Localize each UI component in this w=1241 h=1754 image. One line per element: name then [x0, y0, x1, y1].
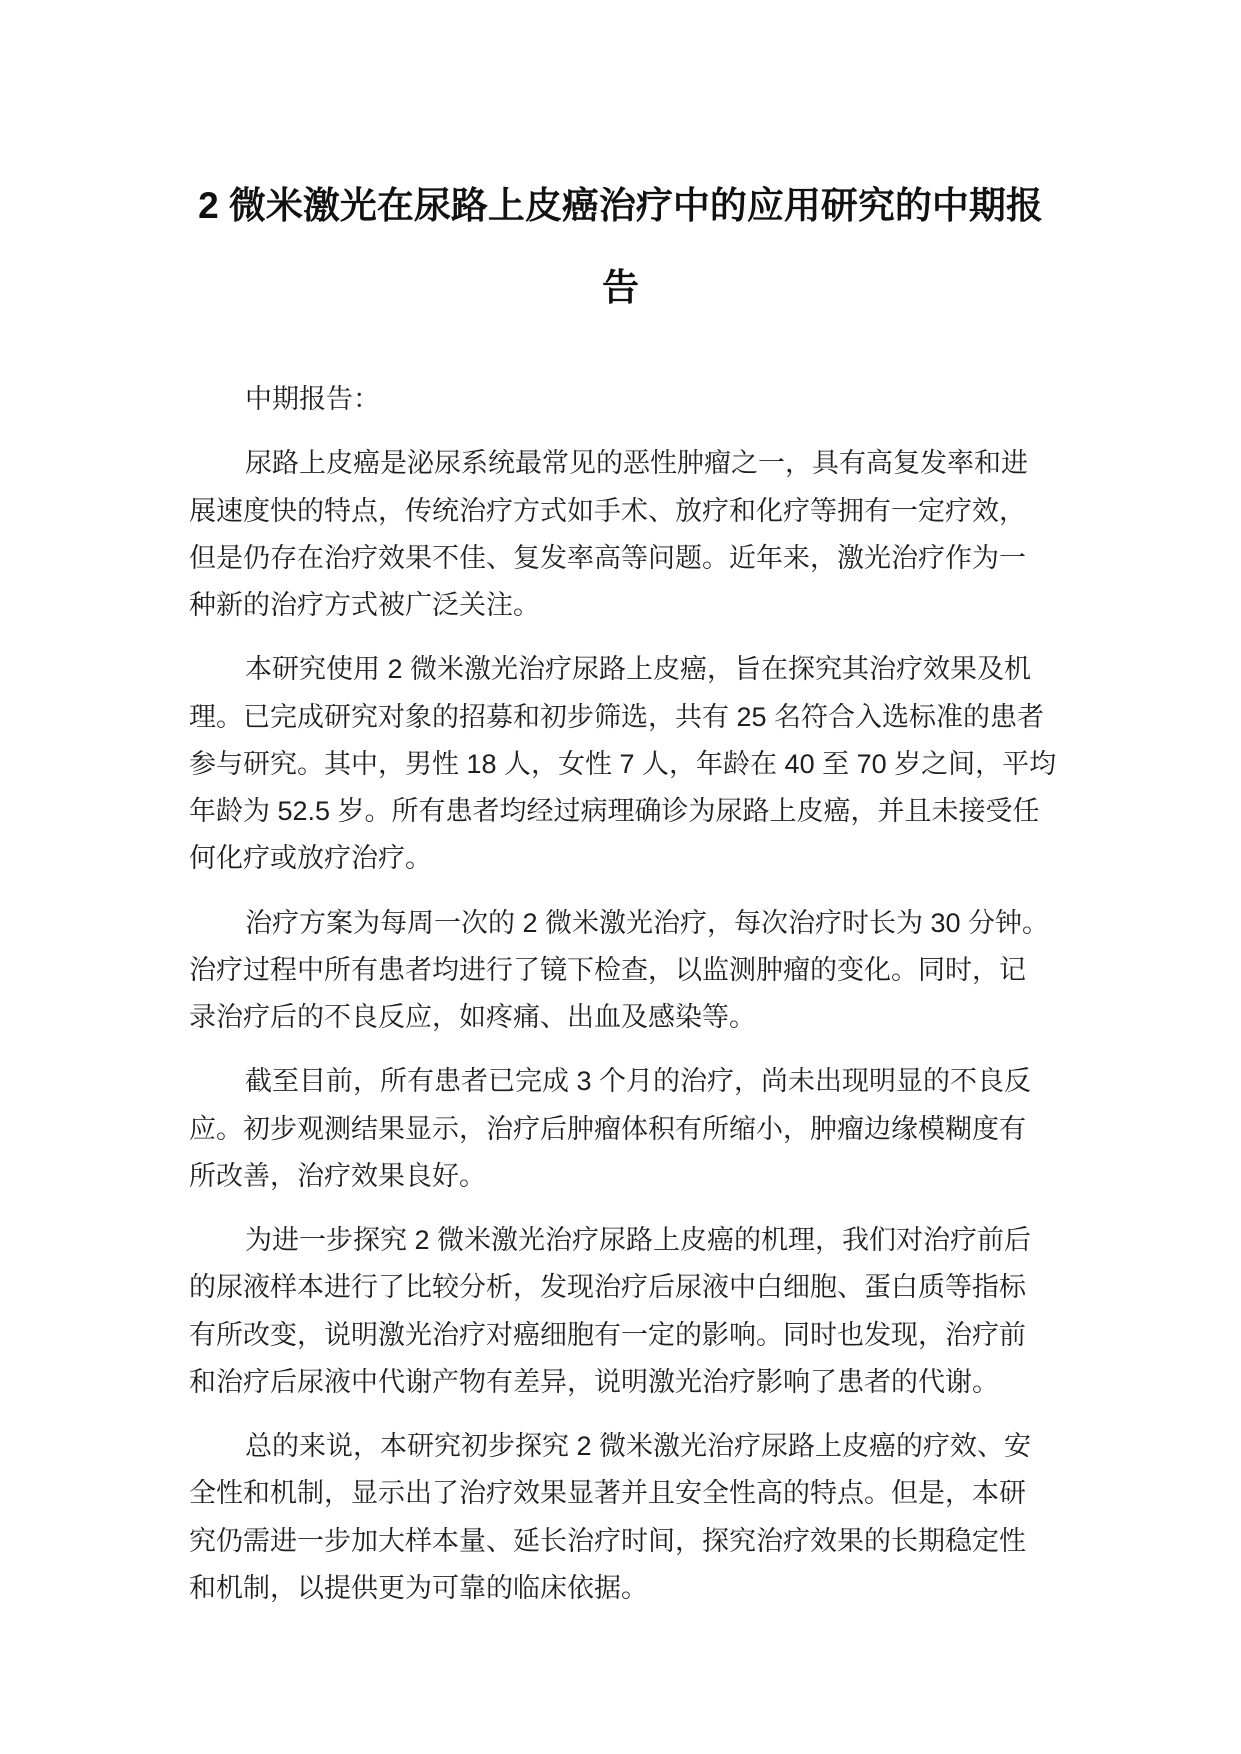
paragraph-line: 理。已完成研究对象的招募和初步筛选，共有 25 名符合入选标准的患者 — [189, 701, 1045, 732]
paragraph-line: 治疗方案为每周一次的 2 微米激光治疗，每次治疗时长为 30 分钟。 — [245, 907, 1050, 938]
paragraph-line: 应。初步观测结果显示，治疗后肿瘤体积有所缩小，肿瘤边缘模糊度有 — [189, 1113, 1026, 1144]
paragraph-line: 录治疗后的不良反应，如疼痛、出血及感染等。 — [189, 1002, 756, 1032]
paragraph-line: 全性和机制，显示出了治疗效果显著并且安全性高的特点。但是，本研 — [189, 1478, 1026, 1509]
title-line: 2 微米激光在尿路上皮癌治疗中的应用研究的中期报 — [198, 185, 1043, 226]
paragraph — [189, 440, 1089, 629]
paragraph-line: 展速度快的特点，传统治疗方式如手术、放疗和化疗等拥有一定疗效， — [189, 495, 1026, 526]
paragraph-line: 和治疗后尿液中代谢产物有差异，说明激光治疗影响了患者的代谢。 — [189, 1366, 999, 1397]
paragraph-line: 总的来说，本研究初步探究 2 微米激光治疗尿路上皮癌的疗效、安 — [245, 1431, 1032, 1461]
title-line: 告 — [602, 267, 639, 308]
section-heading: 中期报告： — [245, 384, 380, 414]
paragraph — [189, 1217, 1089, 1406]
paragraph — [189, 1058, 1089, 1200]
paragraph-line: 参与研究。其中，男性 18 人，女性 7 人，年龄在 40 至 70 岁之间，平均 — [189, 748, 1057, 779]
paragraph-line: 所改善，治疗效果良好。 — [189, 1160, 486, 1191]
paragraph-line: 何化疗或放疗治疗。 — [189, 843, 432, 874]
paragraph-line: 截至目前，所有患者已完成 3 个月的治疗，尚未出现明显的不良反 — [245, 1066, 1032, 1097]
paragraph-line: 治疗过程中所有患者均进行了镜下检查，以监测肿瘤的变化。同时，记 — [189, 954, 1026, 985]
paragraph-line: 和机制，以提供更为可靠的临床依据。 — [189, 1572, 648, 1603]
paragraph-line: 的尿液样本进行了比较分析，发现治疗后尿液中白细胞、蛋白质等指标 — [189, 1272, 1026, 1303]
paragraph — [189, 1423, 1089, 1612]
document-body — [189, 165, 1089, 1612]
paragraph-line: 年龄为 52.5 岁。所有患者均经过病理确诊为尿路上皮癌，并且未接受任 — [189, 796, 1040, 826]
paragraph — [189, 900, 1089, 1042]
paragraph — [189, 646, 1089, 882]
document-title — [189, 165, 1052, 329]
paragraph-line: 究仍需进一步加大样本量、延长治疗时间，探究治疗效果的长期稳定性 — [189, 1525, 1026, 1556]
paragraph-line: 本研究使用 2 微米激光治疗尿路上皮癌，旨在探究其治疗效果及机 — [245, 654, 1032, 685]
paragraph-line: 有所改变，说明激光治疗对癌细胞有一定的影响。同时也发现，治疗前 — [189, 1319, 1026, 1350]
paragraph-line: 为进一步探究 2 微米激光治疗尿路上皮癌的机理，我们对治疗前后 — [245, 1225, 1032, 1255]
paragraph-line: 但是仍存在治疗效果不佳、复发率高等问题。近年来，激光治疗作为一 — [189, 542, 1026, 573]
paragraph-line: 种新的治疗方式被广泛关注。 — [189, 590, 540, 620]
paragraph-line: 尿路上皮癌是泌尿系统最常见的恶性肿瘤之一，具有高复发率和进 — [245, 448, 1028, 479]
